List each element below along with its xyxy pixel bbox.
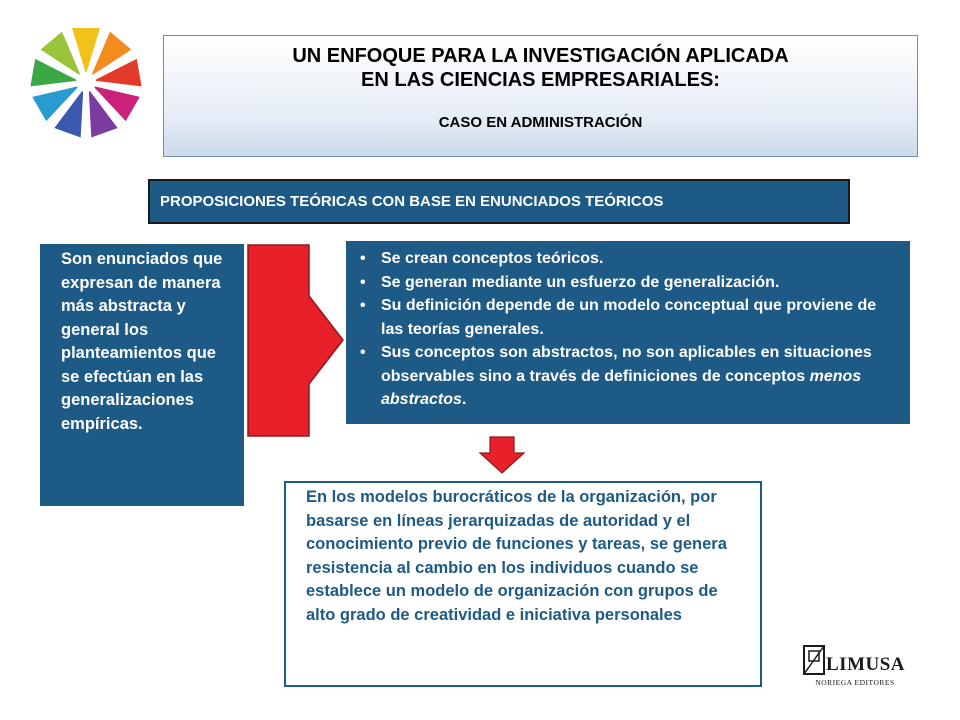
- section-title: PROPOSICIONES TEÓRICAS CON BASE EN ENUNCIADOS TEÓRICOS: [148, 179, 850, 224]
- characteristics-list: [360, 247, 902, 412]
- example-text: En los modelos burocráticos de la organización, por basarse en líneas jerarquizadas de autoridad y el conocimiento previo de funciones y tareas, se genera resistencia al cambio en los individuos cuando se establece un modelo de organización con grupos de alto grado de creatividad e iniciativa personales: [306, 488, 727, 624]
- publisher-name: LIMUSA: [826, 654, 906, 675]
- definition-text: Son enunciados que expresan de manera más abstracta y general los planteamientos que se efectúan en las generalizaciones empíricas.: [61, 250, 223, 433]
- definition-box: [40, 244, 244, 506]
- characteristic-item: • Se generan mediante un esfuerzo de generalización.: [360, 271, 902, 295]
- publisher-subtitle: NORIEGA EDITORES: [815, 678, 895, 687]
- characteristic-item: • Su definición depende de un modelo conceptual que proviene de las teorías generales.: [360, 294, 902, 341]
- characteristic-item: • Se crean conceptos teóricos.: [360, 247, 902, 271]
- page-title-line-2: EN LAS CIENCIAS EMPRESARIALES:: [361, 69, 720, 91]
- example-box: [284, 481, 762, 687]
- title-box: [163, 35, 918, 157]
- page-title-line-1: UN ENFOQUE PARA LA INVESTIGACIÓN APLICADA: [292, 45, 789, 67]
- characteristic-emphasis: menos abstractos: [381, 367, 862, 408]
- page-subtitle: CASO EN ADMINISTRACIÓN: [438, 114, 643, 131]
- characteristic-item: • Sus conceptos son abstractos, no son aplicables en situaciones observables sino a través de definiciones de conceptos menos abstractos.: [360, 341, 902, 412]
- publisher-logo: [803, 644, 907, 692]
- right-arrow-icon: [247, 244, 345, 437]
- characteristics-box: [346, 241, 910, 424]
- limusa-logo-icon: [803, 645, 825, 675]
- down-arrow-icon: [479, 436, 525, 474]
- colorful-star-logo-icon: [26, 22, 146, 142]
